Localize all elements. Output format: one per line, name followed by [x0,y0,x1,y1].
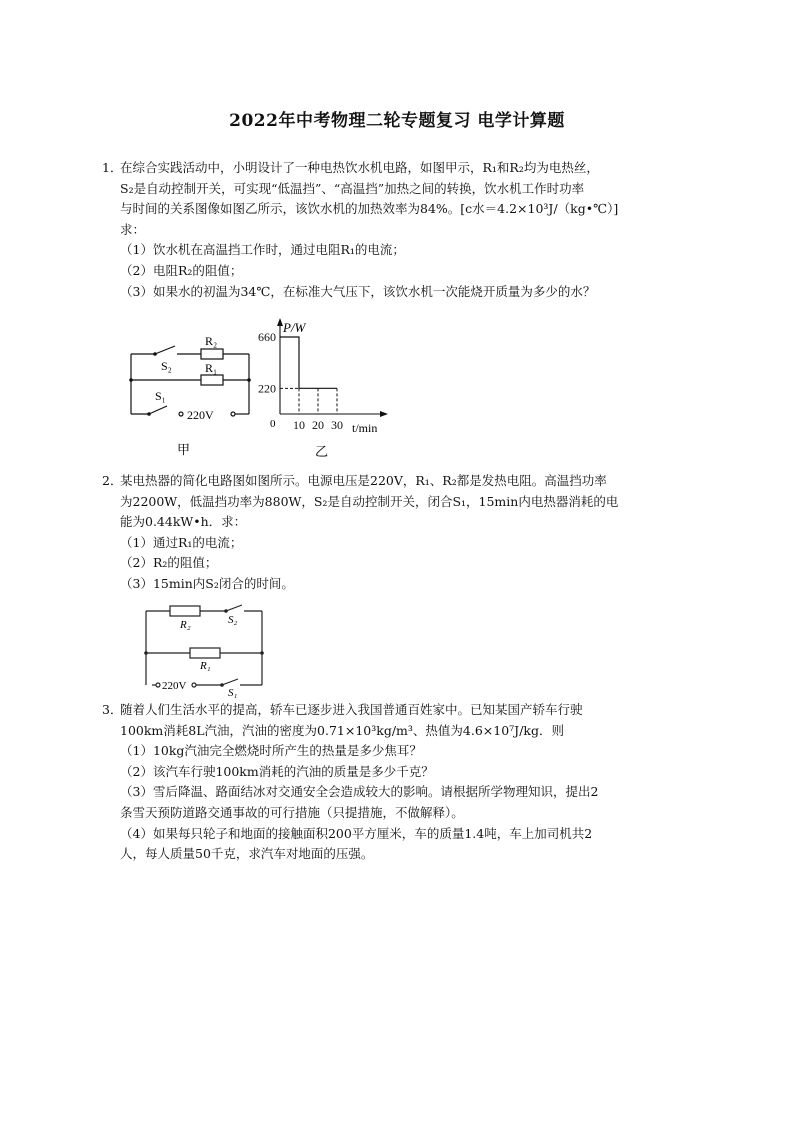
label-voltage: 220V [162,680,187,692]
question-text-line: 100km消耗8L汽油，汽油的密度为0.71×10³kg/m³、热值为4.6×10⁷J/kg．则 [120,722,564,738]
x-axis-label: t/min [352,421,378,435]
page-title: 2022年中考物理二轮专题复习 电学计算题 [229,111,565,131]
label-s2: S₂ [228,614,238,626]
question-3 [102,700,680,865]
power-step-line [280,337,337,388]
resistor-r2-symbol [201,349,223,359]
label-r2: R₂ [205,334,218,348]
x-tick-label: 10 [293,418,305,432]
sub-question: （3）雪后降温、路面结冰对交通安全会造成较大的影响。请根据所学物理知识，提出2 [120,784,599,800]
sub-question: （3）如果水的初温为34℃，在标准大气压下，该饮水机一次能烧开质量为多少的水？ [120,283,596,299]
sub-question: （3）15min内S₂闭合的时间。 [120,575,294,591]
sub-question: （2）电阻R₂的阻值； [120,262,243,278]
y-axis-label: P/W [283,320,306,335]
circuit-diagram-b [132,597,272,697]
origin-label: 0 [270,418,276,430]
sub-question: （1）10kg汽油完全燃烧时所产生的热量是多少焦耳？ [120,743,422,759]
sub-question: （2）R₂的阻值； [120,555,218,571]
label-r1: R₁ [200,660,211,672]
circuit-diagram-a [125,328,265,458]
label-r1: R₁ [205,361,218,375]
y-tick-label: 660 [258,329,276,344]
question-number: 2． [102,473,123,488]
x-tick-label: 20 [312,418,324,432]
sub-question: （1）饮水机在高温挡工作时，通过电阻R₁的电流； [120,242,405,258]
switch-s2-blade [155,346,175,354]
figure-caption: 甲 [177,442,191,457]
question-1 [102,158,680,302]
question-text-line: 某电热器的简化电路图如图所示。电源电压是220V，R₁、R₂都是发热电阻。高温挡功率 [120,473,607,488]
x-axis-arrow [380,411,388,417]
question-text-line: 求： [120,221,146,237]
power-time-graph [258,314,392,462]
switch-s1-blade [149,406,167,414]
label-voltage: 220V [187,408,214,422]
question-text-line: 条雪天预防道路交通事故的可行措施（只提措施，不做解释）。 [120,804,464,820]
sub-question: （4）如果每只轮子和地面的接触面积200平方厘米，车的质量1.4吨，车上加司机共2 [120,825,593,841]
sub-question: （1）通过R₁的电流； [120,534,243,550]
question-text-line: 在综合实践活动中，小明设计了一种电热饮水机电路，如图甲示，R₁和R₂均为电热丝， [120,160,599,175]
resistor-r1-symbol [201,375,223,385]
question-text-line: 为2200W，低温挡功率为880W，S₂是自动控制开关，闭合S₁，15min内电热器消耗的电 [120,493,619,509]
label-s1: S₁ [155,389,166,403]
question-2 [102,471,680,595]
question-number: 1． [102,160,123,175]
label-r2: R₂ [180,619,191,631]
question-text-line: S₂是自动控制开关，可实现“低温挡”、“高温挡”加热之间的转换，饮水机工作时功率 [120,180,585,196]
question-text-line: 能为0.44kW•h．求： [120,514,247,530]
resistor-r2-symbol [170,606,200,616]
label-s2: S₂ [161,359,172,373]
switch-s1-blade [222,679,238,685]
figure-caption: 乙 [315,444,329,459]
question-number: 3． [102,702,123,717]
question-text-line: 人，每人质量50千克，求汽车对地面的压强。 [120,846,374,862]
y-tick-label: 220 [258,381,276,396]
switch-s2-blade [226,605,242,611]
question-text-line: 随着人们生活水平的提高，轿车已逐步进入我国普通百姓家中。已知某国产轿车行驶 [120,702,583,717]
x-tick-label: 30 [331,418,343,432]
question-text-line: 与时间的关系图像如图乙所示，该饮水机的加热效率为84%。[c水＝4.2×10³J/（kg•℃）] [120,201,619,217]
resistor-r1-symbol [190,648,220,658]
label-s1: S₁ [228,687,238,699]
sub-question: （2）该汽车行驶100km消耗的汽油的质量是多少千克？ [120,763,434,779]
